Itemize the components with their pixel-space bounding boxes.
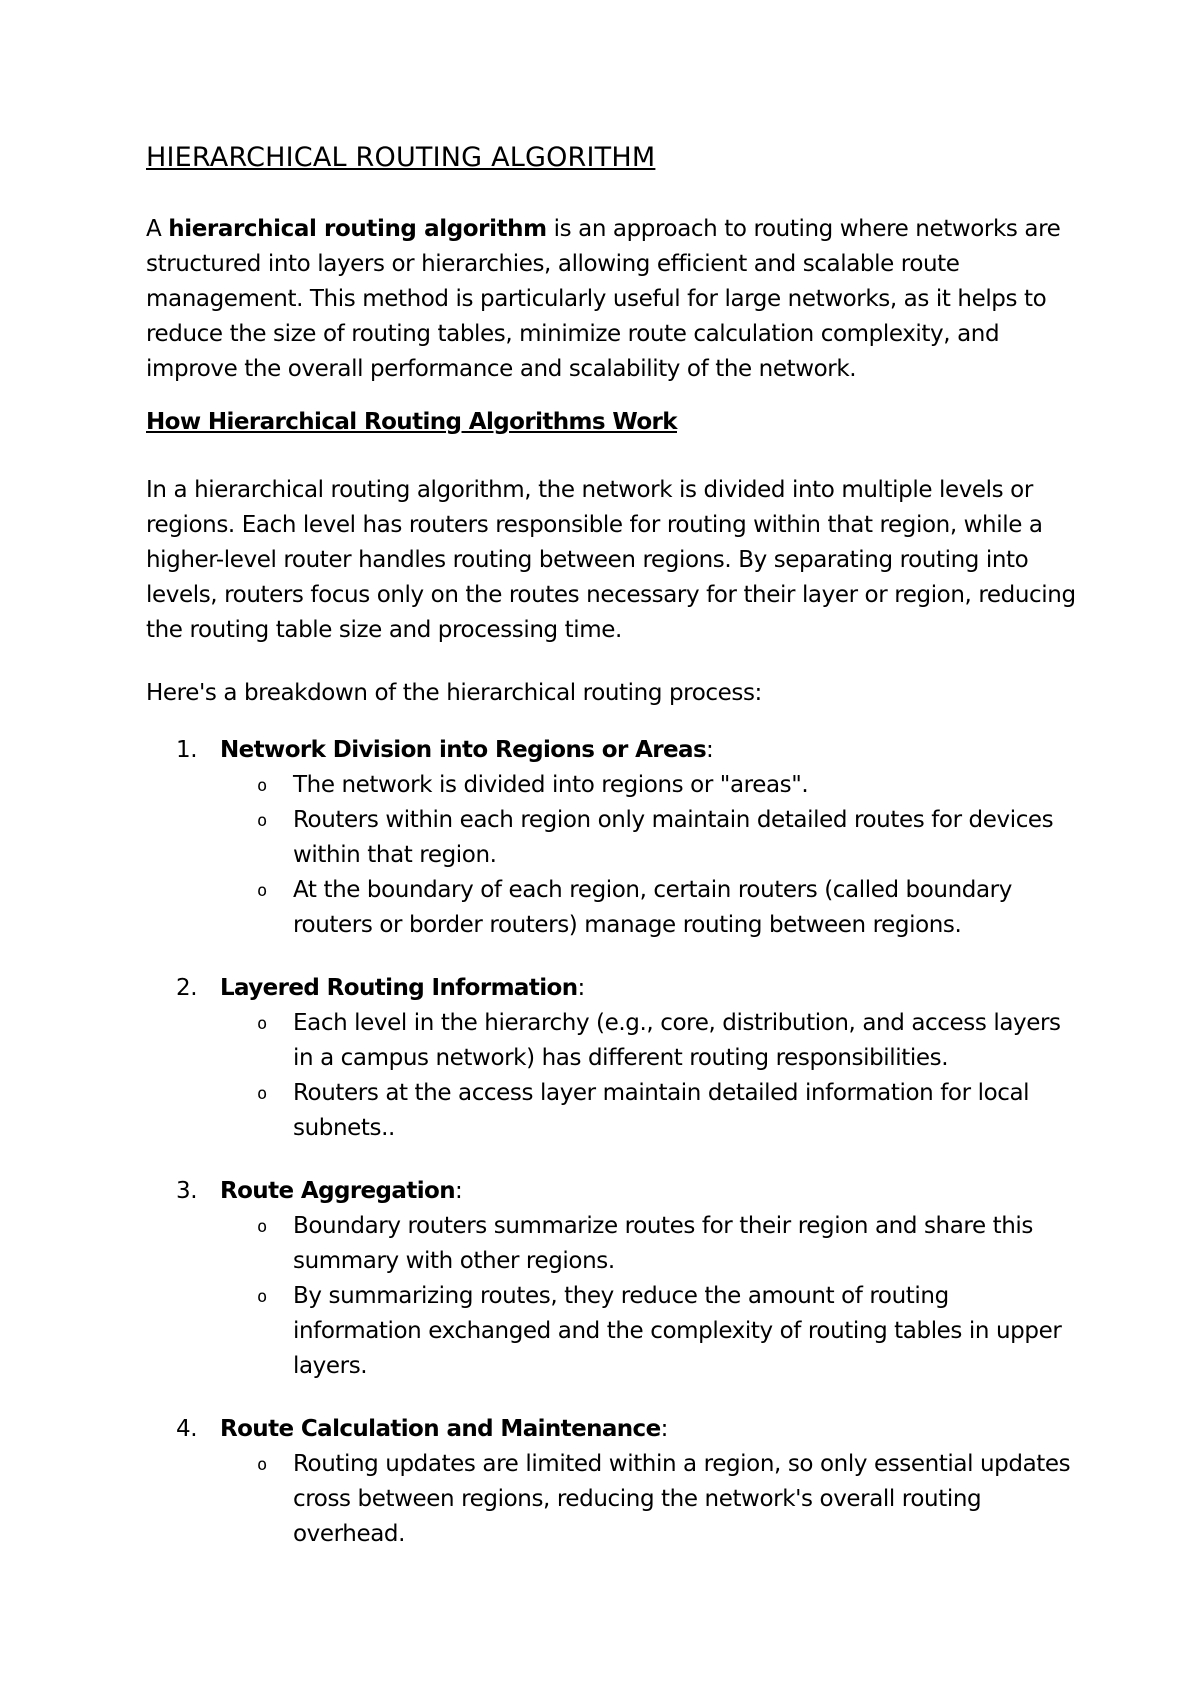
sub-item — [220, 873, 1076, 943]
circle-bullet-icon: o — [257, 1084, 267, 1104]
step-number: 1. — [176, 737, 198, 763]
intro-lead: A — [146, 216, 169, 242]
circle-bullet-icon: o — [257, 1287, 267, 1307]
circle-bullet-icon: o — [257, 1455, 267, 1475]
sub-item-text: Boundary routers summarize routes for their region and share this summary with other regions. — [293, 1213, 1034, 1274]
sub-item — [220, 1279, 1076, 1384]
sub-item-text: By summarizing routes, they reduce the amount of routing information exchanged and the complexity of routing tables in upper layers. — [293, 1283, 1062, 1379]
step-title: Layered Routing Information — [220, 975, 578, 1001]
step-item — [146, 1412, 1076, 1552]
sub-list — [220, 768, 1076, 943]
document-title: HIERARCHICAL ROUTING ALGORITHM — [146, 142, 656, 173]
step-colon: : — [706, 737, 714, 763]
intro-bold-term: hierarchical routing algorithm — [168, 216, 547, 242]
step-number: 2. — [176, 975, 198, 1001]
body-paragraph: In a hierarchical routing algorithm, the network is divided into multiple levels or regions. Each level has routers responsible for routing within that region, while a higher-level router handles routing between regions. By separating routing into levels, routers focus only on the routes necessary for their layer or region, reducing the routing table size and processing time. — [146, 477, 1076, 643]
breakdown-intro: Here's a breakdown of the hierarchical routing process: — [146, 680, 762, 706]
sub-list — [220, 1209, 1076, 1384]
steps-list — [146, 733, 1076, 1552]
sub-item — [220, 768, 1076, 803]
document-body — [146, 140, 1076, 1580]
sub-item-text: At the boundary of each region, certain routers (called boundary routers or border routers) manage routing between regions. — [293, 877, 1012, 938]
step-item — [146, 1174, 1076, 1384]
step-title: Route Calculation and Maintenance — [220, 1416, 661, 1442]
sub-item — [220, 1006, 1076, 1076]
step-colon: : — [455, 1178, 463, 1204]
step-number: 3. — [176, 1178, 198, 1204]
sub-item-text: Routers within each region only maintain detailed routes for devices within that region. — [293, 807, 1054, 868]
sub-item-text: The network is divided into regions or "areas". — [293, 772, 809, 798]
sub-item-text: Routers at the access layer maintain detailed information for local subnets.. — [293, 1080, 1030, 1141]
sub-item — [220, 1076, 1076, 1146]
circle-bullet-icon: o — [257, 811, 267, 831]
intro-rest: is an approach to routing where networks are structured into layers or hierarchies, allowing efficient and scalable route management. This method is particularly useful for large networks, as it helps to reduce the size of routing tables, minimize route calculation complexity, and improve the overall performance and scalability of the network. — [146, 216, 1061, 382]
step-title: Network Division into Regions or Areas — [220, 737, 707, 763]
sub-item — [220, 1447, 1076, 1552]
step-colon: : — [577, 975, 585, 1001]
circle-bullet-icon: o — [257, 1014, 267, 1034]
circle-bullet-icon: o — [257, 1217, 267, 1237]
step-number: 4. — [176, 1416, 198, 1442]
step-item — [146, 733, 1076, 943]
step-item — [146, 971, 1076, 1146]
section-heading: How Hierarchical Routing Algorithms Work — [146, 409, 677, 435]
sub-list — [220, 1447, 1076, 1552]
intro-paragraph — [146, 212, 1076, 387]
sub-item-text: Each level in the hierarchy (e.g., core, distribution, and access layers in a campus network) has different routing responsibilities. — [293, 1010, 1061, 1071]
sub-item — [220, 1209, 1076, 1279]
circle-bullet-icon: o — [257, 881, 267, 901]
step-title: Route Aggregation — [220, 1178, 455, 1204]
sub-list — [220, 1006, 1076, 1146]
sub-item — [220, 803, 1076, 873]
step-colon: : — [660, 1416, 668, 1442]
circle-bullet-icon: o — [257, 776, 267, 796]
sub-item-text: Routing updates are limited within a region, so only essential updates cross between regions, reducing the network's overall routing overhead. — [293, 1451, 1071, 1547]
